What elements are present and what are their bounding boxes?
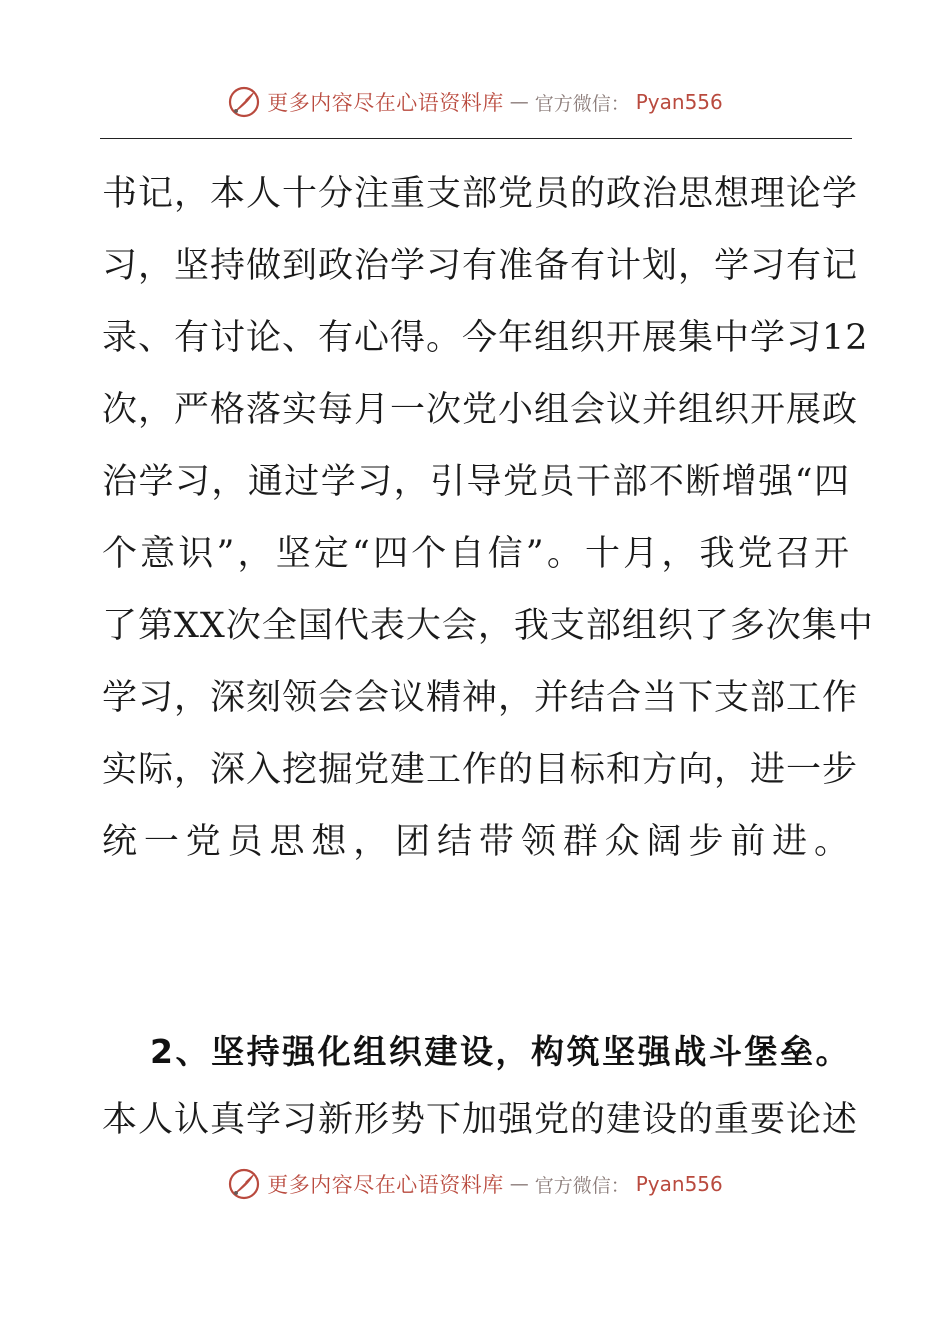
text-line: 实际，深入挖掘党建工作的目标和方向，进一步 <box>102 750 859 790</box>
footer-banner <box>0 1162 950 1206</box>
text-line: 治学习，通过学习，引导党员干部不断增强“四 <box>102 462 850 502</box>
text-line: 录、有讨论、有心得。今年组织开展集中学习12 <box>102 318 869 358</box>
text-line: 习，坚持做到政治学习有准备有计划，学习有记 <box>102 246 859 286</box>
text-line: 书记，本人十分注重支部党员的政治思想理论学 <box>102 174 859 214</box>
header-contact-value: Pyan556 <box>635 90 723 114</box>
header-brand-text: 更多内容尽在心语资料库 <box>267 91 504 115</box>
text-line: 本人认真学习新形势下加强党的建设的重要论述 <box>102 1100 859 1140</box>
footer-contact-value: Pyan556 <box>635 1172 723 1196</box>
quill-logo-icon <box>227 1167 261 1201</box>
paragraph-2 <box>102 1084 859 1156</box>
footer-contact-label: 官方微信： <box>534 1174 630 1197</box>
text-line: 个意识”，坚定“四个自信”。十月，我党召开 <box>102 534 850 574</box>
section-2-heading: 2、坚持强化组织建设，构筑坚强战斗堡垒。 <box>150 1032 850 1071</box>
footer-brand-text: 更多内容尽在心语资料库 <box>267 1173 504 1197</box>
text-line: 学习，深刻领会会议精神，并结合当下支部工作 <box>102 678 859 718</box>
paragraph-1 <box>102 158 874 878</box>
header-divider <box>100 138 852 139</box>
footer-separator: — <box>509 1173 529 1195</box>
header-separator: — <box>509 91 529 113</box>
text-line: 次，严格落实每月一次党小组会议并组织开展政 <box>102 390 859 430</box>
header-banner <box>0 80 950 124</box>
text-line: 统一党员思想，团结带领群众阔步前进。 <box>102 822 850 862</box>
quill-logo-icon <box>227 85 261 119</box>
text-line: 了第XX次全国代表大会，我支部组织了多次集中 <box>102 606 874 646</box>
header-contact-label: 官方微信： <box>534 92 630 115</box>
